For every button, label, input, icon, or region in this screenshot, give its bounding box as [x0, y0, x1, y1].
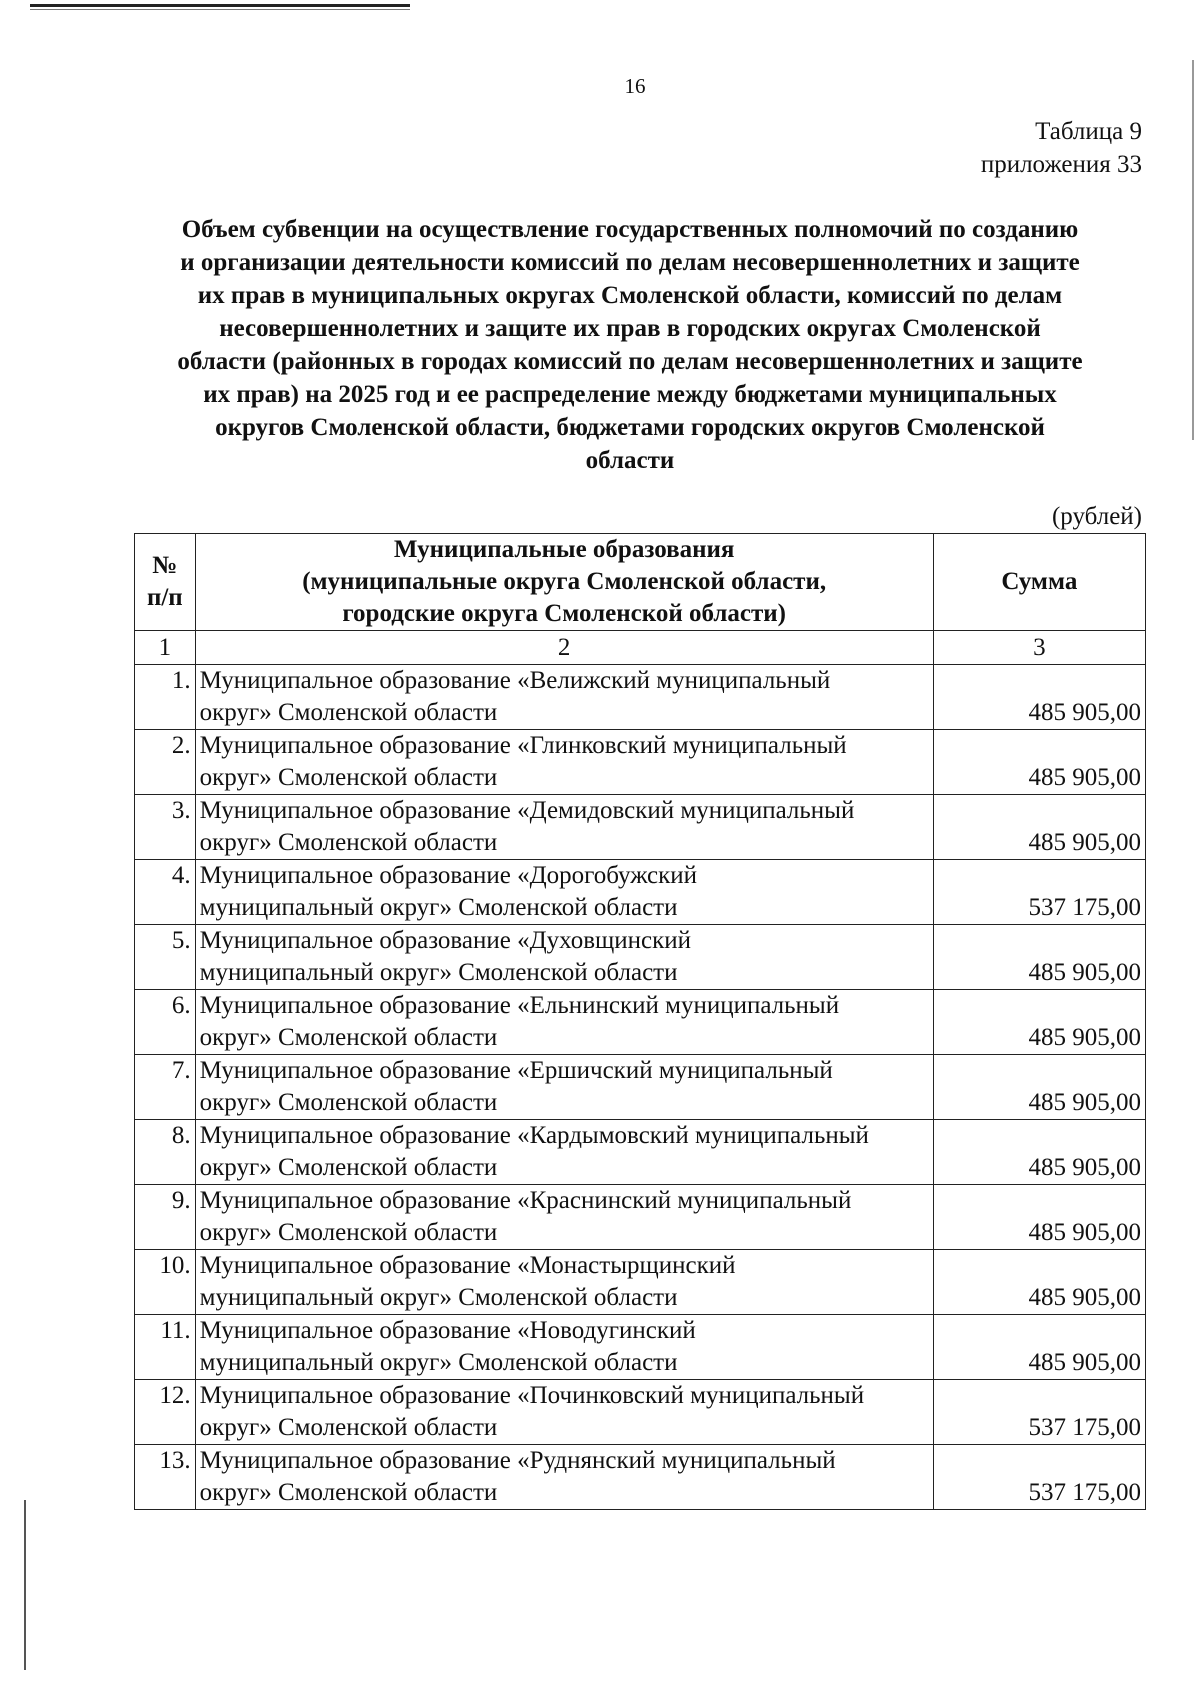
municipality-name	[195, 1445, 933, 1510]
municipality-name	[195, 1185, 933, 1250]
municipality-name-line: округ» Смоленской области	[199, 699, 498, 726]
header-number	[135, 534, 196, 631]
municipality-name	[195, 795, 933, 860]
municipality-name-line: Муниципальное образование «Монастырщинский	[199, 1252, 736, 1279]
header-municipality-line: городские округа Смоленской области)	[342, 600, 786, 627]
column-number: 3	[933, 631, 1145, 665]
municipality-name	[195, 730, 933, 795]
municipality-name	[195, 1380, 933, 1445]
table-row	[135, 990, 1146, 1055]
municipality-name-line: муниципальный округ» Смоленской области	[199, 959, 678, 986]
scan-artifact-edge	[1192, 60, 1194, 440]
title-line: несовершеннолетних и защите их прав в городских округах Смоленской	[219, 315, 1041, 342]
subsidy-amount: 485 905,00	[933, 925, 1145, 990]
distribution-table	[134, 533, 1146, 1510]
row-number: 3.	[135, 795, 196, 860]
municipality-name-line: Муниципальное образование «Краснинский муниципальный	[199, 1187, 852, 1214]
table-row	[135, 1315, 1146, 1380]
scan-artifact-line	[30, 4, 410, 7]
municipality-name-line: Муниципальное образование «Демидовский муниципальный	[199, 797, 855, 824]
table-row	[135, 1120, 1146, 1185]
subsidy-amount: 485 905,00	[933, 730, 1145, 795]
title-line: Объем субвенции на осуществление государственных полномочий по созданию	[181, 216, 1079, 243]
municipality-name-line: округ» Смоленской области	[199, 764, 498, 791]
municipality-name-line: Муниципальное образование «Велижский муниципальный	[199, 667, 831, 694]
row-number: 1.	[135, 665, 196, 730]
table-header-row	[135, 534, 1146, 631]
municipality-name	[195, 1315, 933, 1380]
table-row	[135, 730, 1146, 795]
units-label: (рублей)	[1051, 503, 1142, 530]
table-row	[135, 665, 1146, 730]
row-number: 11.	[135, 1315, 196, 1380]
table-row	[135, 795, 1146, 860]
header-number-symbol: №	[152, 552, 178, 579]
title-line: области (районных в городах комиссий по делам несовершеннолетних и защите	[177, 348, 1083, 375]
municipality-name-line: Муниципальное образование «Духовщинский	[199, 927, 692, 954]
municipality-name-line: округ» Смоленской области	[199, 1089, 498, 1116]
table-reference-line: приложения 33	[980, 151, 1142, 178]
municipality-name-line: муниципальный округ» Смоленской области	[199, 1349, 678, 1376]
subsidy-amount: 485 905,00	[933, 665, 1145, 730]
municipality-name	[195, 665, 933, 730]
header-municipality-line: Муниципальные образования	[393, 536, 735, 563]
subsidy-amount: 485 905,00	[933, 990, 1145, 1055]
row-number: 2.	[135, 730, 196, 795]
subsidy-amount: 537 175,00	[933, 1380, 1145, 1445]
column-number-row	[135, 631, 1146, 665]
scan-artifact-edge	[24, 1500, 26, 1670]
table-row	[135, 925, 1146, 990]
municipality-name-line: округ» Смоленской области	[199, 829, 498, 856]
municipality-name-line: Муниципальное образование «Глинковский муниципальный	[199, 732, 847, 759]
municipality-name-line: округ» Смоленской области	[199, 1479, 498, 1506]
row-number: 8.	[135, 1120, 196, 1185]
row-number: 7.	[135, 1055, 196, 1120]
table-reference-line: Таблица 9	[1035, 118, 1142, 145]
table-row	[135, 1055, 1146, 1120]
municipality-name	[195, 1055, 933, 1120]
header-municipality	[195, 534, 933, 631]
subsidy-amount: 485 905,00	[933, 1315, 1145, 1380]
municipality-name	[195, 860, 933, 925]
municipality-name	[195, 1250, 933, 1315]
title-line: их прав) на 2025 год и ее распределение между бюджетами муниципальных	[203, 381, 1057, 408]
document-title	[120, 213, 1140, 477]
table-row	[135, 1380, 1146, 1445]
column-number: 2	[195, 631, 933, 665]
title-line: и организации деятельности комиссий по делам несовершеннолетних и защите	[180, 249, 1080, 276]
subsidy-amount: 485 905,00	[933, 795, 1145, 860]
municipality-name-line: Муниципальное образование «Ершичский муниципальный	[199, 1057, 833, 1084]
row-number: 6.	[135, 990, 196, 1055]
subsidy-amount: 537 175,00	[933, 860, 1145, 925]
subsidy-amount: 485 905,00	[933, 1250, 1145, 1315]
scan-artifact-line	[30, 9, 410, 10]
header-municipality-line: (муниципальные округа Смоленской области,	[302, 568, 827, 595]
subsidy-amount: 485 905,00	[933, 1120, 1145, 1185]
subsidy-amount: 485 905,00	[933, 1185, 1145, 1250]
title-line: их прав в муниципальных округах Смоленской области, комиссий по делам	[197, 282, 1063, 309]
column-number: 1	[135, 631, 196, 665]
row-number: 9.	[135, 1185, 196, 1250]
municipality-name	[195, 990, 933, 1055]
municipality-name-line: муниципальный округ» Смоленской области	[199, 1284, 678, 1311]
municipality-name-line: Муниципальное образование «Ельнинский муниципальный	[199, 992, 840, 1019]
header-sum: Сумма	[933, 534, 1145, 631]
municipality-name	[195, 925, 933, 990]
page-number: 16	[624, 74, 646, 98]
row-number: 5.	[135, 925, 196, 990]
title-line: области	[585, 447, 675, 474]
subsidy-amount: 485 905,00	[933, 1055, 1145, 1120]
table-row	[135, 1185, 1146, 1250]
municipality-name-line: округ» Смоленской области	[199, 1219, 498, 1246]
title-line: округов Смоленской области, бюджетами городских округов Смоленской	[215, 414, 1045, 441]
row-number: 4.	[135, 860, 196, 925]
municipality-name-line: Муниципальное образование «Новодугинский	[199, 1317, 696, 1344]
row-number: 13.	[135, 1445, 196, 1510]
table-row	[135, 860, 1146, 925]
table-reference	[981, 115, 1142, 181]
municipality-name-line: Муниципальное образование «Дорогобужский	[199, 862, 698, 889]
municipality-name-line: Муниципальное образование «Кардымовский муниципальный	[199, 1122, 869, 1149]
municipality-name	[195, 1120, 933, 1185]
municipality-name-line: Муниципальное образование «Руднянский муниципальный	[199, 1447, 836, 1474]
table-row	[135, 1445, 1146, 1510]
municipality-name-line: округ» Смоленской области	[199, 1414, 498, 1441]
municipality-name-line: округ» Смоленской области	[199, 1154, 498, 1181]
row-number: 12.	[135, 1380, 196, 1445]
municipality-name-line: Муниципальное образование «Починковский муниципальный	[199, 1382, 865, 1409]
table-row	[135, 1250, 1146, 1315]
header-number-abbrev: п/п	[146, 584, 183, 611]
municipality-name-line: муниципальный округ» Смоленской области	[199, 894, 678, 921]
municipality-name-line: округ» Смоленской области	[199, 1024, 498, 1051]
row-number: 10.	[135, 1250, 196, 1315]
subsidy-amount: 537 175,00	[933, 1445, 1145, 1510]
